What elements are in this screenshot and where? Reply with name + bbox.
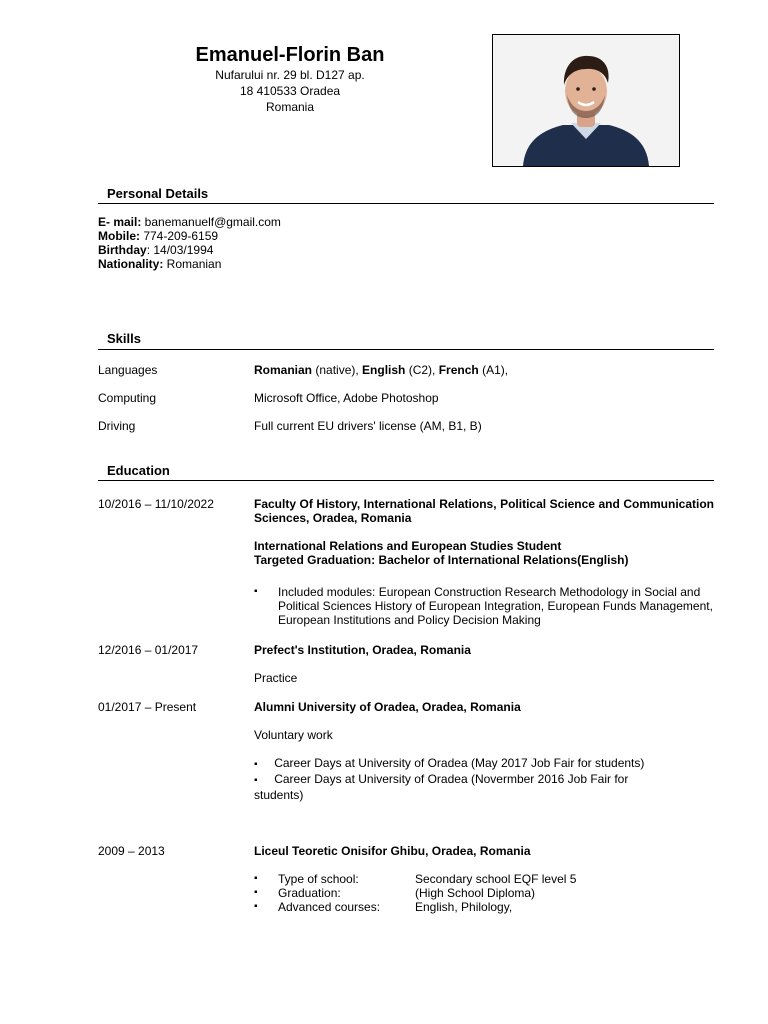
address-block (150, 67, 430, 115)
detail-value: (High School Diploma) (415, 886, 536, 900)
education-date: 01/2017 – Present (98, 700, 197, 714)
languages-label: Languages (98, 363, 158, 377)
computing-value: Microsoft Office, Adobe Photoshop (254, 391, 439, 405)
education-date: 10/2016 – 11/10/2022 (98, 497, 214, 511)
list-item (254, 886, 714, 900)
email-row (98, 215, 281, 229)
list-item: ▪ Career Days at University of Oradea (May 2017 Job Fair for students) (254, 756, 645, 770)
education-role: Practice (254, 671, 298, 685)
address-line-2: 18 410533 Oradea (239, 84, 341, 98)
mobile-label: Mobile: (98, 229, 140, 243)
detail-value: Secondary school EQF level 5 (415, 872, 577, 886)
profile-photo (492, 34, 680, 167)
list-item (254, 872, 714, 886)
section-divider (98, 480, 714, 481)
email-label: E- mail: (98, 215, 142, 229)
education-institution: Prefect's Institution, Oradea, Romania (254, 643, 471, 657)
education-graduation: Targeted Graduation: Bachelor of International Relations(English) (254, 553, 629, 567)
email-value: banemanuelf@gmail.com (141, 215, 281, 229)
education-institution: Liceul Teoretic Onisifor Ghibu, Oradea, Romania (254, 844, 531, 858)
detail-label: Graduation: (278, 886, 341, 900)
lang-french-level: (A1), (478, 363, 509, 377)
profile-photo-illustration (493, 35, 679, 166)
section-divider (98, 349, 714, 350)
mobile-row (98, 229, 218, 243)
driving-label: Driving (98, 419, 136, 433)
nationality-row (98, 257, 221, 271)
birthday-value: : 14/03/1994 (146, 243, 214, 257)
education-role: Voluntary work (254, 728, 333, 742)
lang-romanian: Romanian (254, 363, 313, 377)
section-title-personal-details: Personal Details (107, 186, 209, 201)
mobile-value: 774-209-6159 (140, 229, 219, 243)
detail-value: English, Philology, (415, 900, 513, 914)
nationality-label: Nationality: (98, 257, 164, 271)
education-institution: Faculty Of History, International Relations, Political Science and Communication Sciences, Oradea, Romania (254, 497, 714, 525)
education-modules-list (254, 585, 714, 627)
birthday-row (98, 243, 213, 257)
candidate-name: Emanuel-Florin Ban (195, 44, 385, 66)
education-date: 12/2016 – 01/2017 (98, 643, 199, 657)
lang-english: English (362, 363, 406, 377)
nationality-value: Romanian (163, 257, 222, 271)
list-item-text: Career Days at University of Oradea (Novermber 2016 Job Fair for students) (254, 772, 629, 802)
computing-label: Computing (98, 391, 157, 405)
list-item: ▪ Included modules: European Construction Research Methodology in Social and Political Sciences History of European Integration, European Funds Management, European Institutions and Policy Decision Making (254, 585, 714, 627)
section-title-skills: Skills (107, 331, 141, 346)
education-program: International Relations and European Studies Student (254, 539, 562, 553)
lang-english-level: (C2), (405, 363, 439, 377)
school-details-list (254, 872, 714, 914)
lang-romanian-level: (native), (312, 363, 363, 377)
education-date: 2009 – 2013 (98, 844, 165, 858)
birthday-label: Birthday (98, 243, 147, 257)
list-item: ▪ Career Days at University of Oradea (Novermber 2016 Job Fair for students) (254, 772, 629, 802)
section-title-education: Education (107, 463, 170, 478)
detail-label: Advanced courses: (278, 900, 381, 914)
list-item-text: Career Days at University of Oradea (May 2017 Job Fair for students) (274, 756, 645, 770)
languages-value (254, 363, 714, 377)
address-line-1: Nufarului nr. 29 bl. D127 ap. (215, 68, 365, 82)
driving-value: Full current EU drivers' license (AM, B1, B) (254, 419, 482, 433)
lang-french: French (438, 363, 479, 377)
address-line-3: Romania (265, 100, 315, 114)
list-item (254, 900, 714, 914)
section-divider (98, 203, 714, 204)
education-institution: Alumni University of Oradea, Oradea, Romania (254, 700, 521, 714)
detail-label: Type of school: (278, 872, 359, 886)
volunteer-bullets (254, 756, 714, 802)
